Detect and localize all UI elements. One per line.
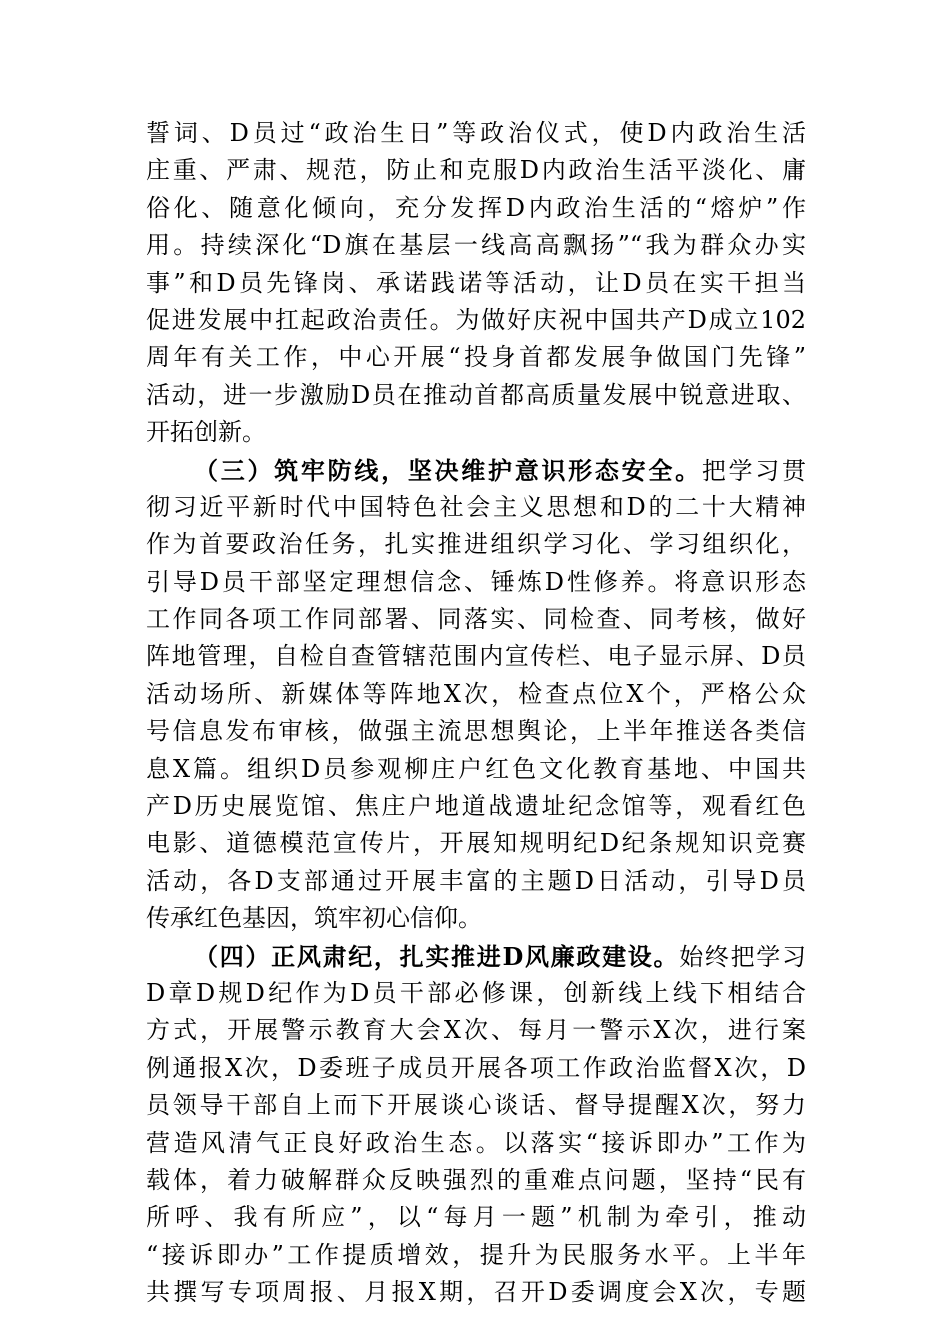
- text-line: 俗化、随意化倾向，充分发挥D内政治生活的“熔炉”作: [146, 193, 806, 222]
- paragraph-3: [146, 938, 806, 1312]
- text-line: 例通报X次，D委班子成员开展各项工作政治监督X次，D: [146, 1053, 806, 1082]
- text-line: D章D规D纪作为D员干部必修课，创新线上线下相结合: [146, 978, 806, 1007]
- text-line: 产D历史展览馆、焦庄户地道战遗址纪念馆等，观看红色: [146, 792, 806, 821]
- section-heading: （三）筑牢防线，坚决维护意识形态安全。: [194, 455, 702, 485]
- text-line: 员领导干部自上而下开展谈心谈话、督导提醒X次，努力: [146, 1091, 806, 1120]
- text-line: 载体，着力破解群众反映强烈的重难点问题，坚持“民有: [146, 1165, 806, 1194]
- text-line: 用。持续深化“D旗在基层一线高高飘扬”“我为群众办实: [146, 231, 806, 260]
- text-line: 开拓创新。: [146, 418, 266, 447]
- text-line: 电影、道德模范宣传片，开展知规明纪D纪条规知识竞赛: [146, 829, 806, 858]
- text-line: 彻习近平新时代中国特色社会主义思想和D的二十大精神: [146, 492, 806, 521]
- text-line: 工作同各项工作同部署、同落实、同检查、同考核，做好: [146, 605, 806, 634]
- text-line: 营造风清气正良好政治生态。以落实“接诉即办”工作为: [146, 1128, 806, 1157]
- text-line: 活动场所、新媒体等阵地X次，检查点位X个，严格公众: [146, 679, 806, 708]
- text-line: 方式，开展警示教育大会X次、每月一警示X次，进行案: [146, 1016, 806, 1045]
- text-line: 阵地管理，自检自查管辖范围内宣传栏、电子显示屏、D员: [146, 642, 806, 671]
- document-body: [146, 115, 806, 1312]
- text-line: 促进发展中扛起政治责任。为做好庆祝中国共产D成立102: [146, 305, 806, 334]
- paragraph-first-line: [146, 938, 806, 975]
- text-run: 始终把学习: [679, 942, 807, 971]
- paragraph-2: [146, 452, 806, 938]
- text-line: 活动，各D支部通过开展丰富的主题D日活动，引导D员: [146, 866, 806, 895]
- text-line: 传承红色基因，筑牢初心信仰。: [146, 904, 482, 933]
- text-line: 事”和D员先锋岗、承诺践诺等活动，让D员在实干担当: [146, 268, 806, 297]
- text-line: “接诉即办”工作提质增效，提升为民服务水平。上半年: [146, 1240, 806, 1269]
- text-line: 引导D员干部坚定理想信念、锤炼D性修养。将意识形态: [146, 567, 806, 596]
- paragraph-first-line: [146, 452, 806, 489]
- text-line: 誓词、D员过“政治生日”等政治仪式，使D内政治生活: [146, 119, 806, 147]
- text-run: 把学习贯: [701, 456, 807, 485]
- text-line: 号信息发布审核，做强主流思想舆论，上半年推送各类信: [146, 717, 806, 746]
- text-line: 息X篇。组织D员参观柳庄户红色文化教育基地、中国共: [146, 754, 806, 783]
- section-heading: （四）正风肃纪，扎实推进D风廉政建设。: [194, 941, 680, 971]
- text-line: 共撰写专项周报、月报X期，召开D委调度会X次，专题: [146, 1278, 806, 1307]
- text-line: 周年有关工作，中心开展“投身首都发展争做国门先锋”: [146, 343, 806, 372]
- paragraph-1: [146, 115, 806, 452]
- text-line: 所呼、我有所应”，以“每月一题”机制为牵引，推动: [146, 1203, 806, 1232]
- text-line: 作为首要政治任务，扎实推进组织学习化、学习组织化，: [146, 530, 806, 559]
- text-line: 活动，进一步激励D员在推动首都高质量发展中锐意进取、: [146, 380, 806, 409]
- text-line: 庄重、严肃、规范，防止和克服D内政治生活平淡化、庸: [146, 156, 806, 185]
